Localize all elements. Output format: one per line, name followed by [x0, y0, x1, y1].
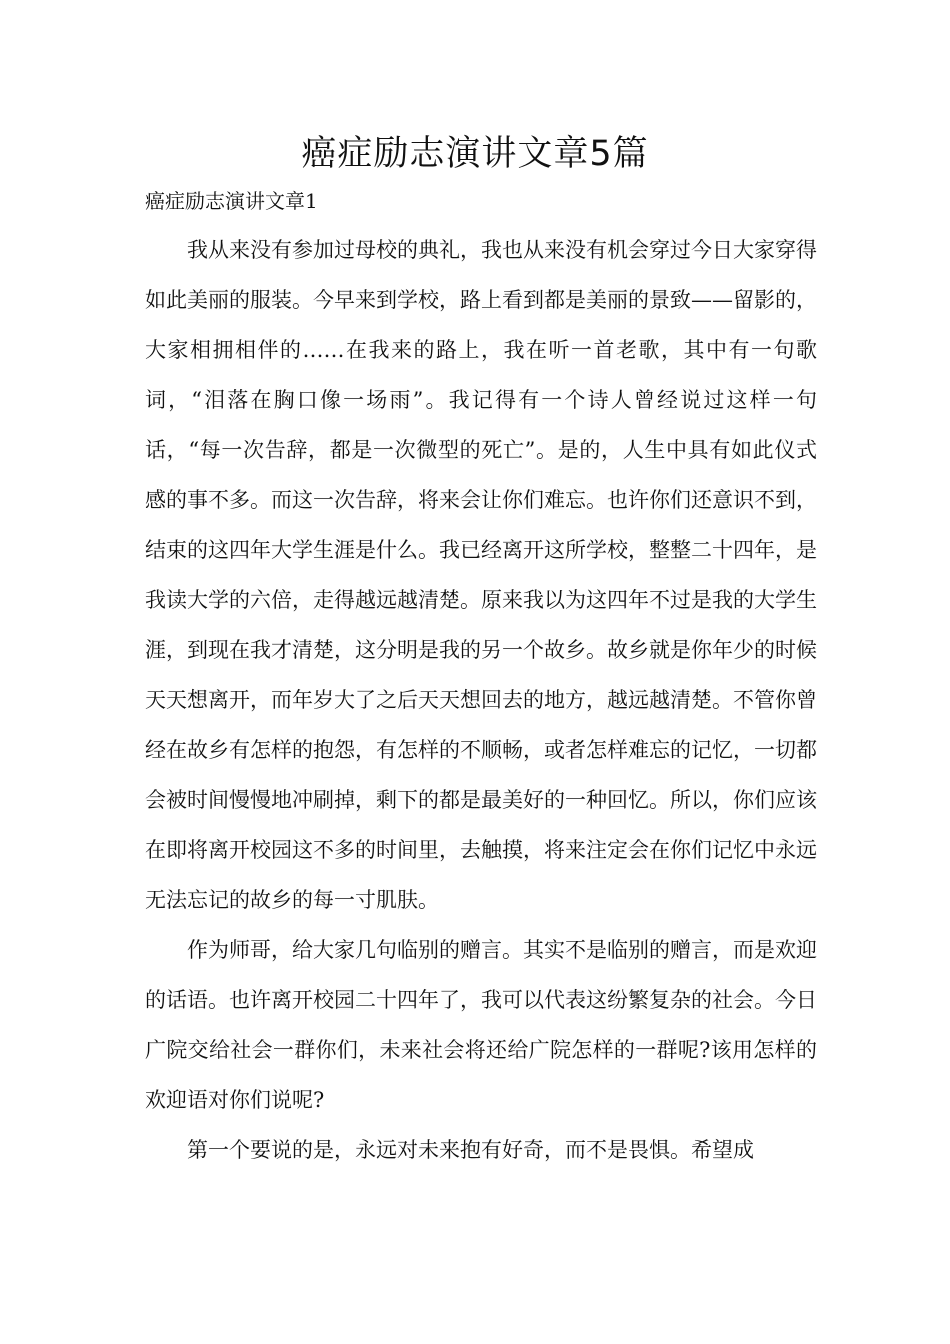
document-body	[145, 225, 817, 1175]
document-title: 癌症励志演讲文章5篇	[301, 134, 649, 174]
section-heading: 癌症励志演讲文章1	[145, 189, 318, 213]
paragraph-1: 我从来没有参加过母校的典礼，我也从来没有机会穿过今日大家穿得如此美丽的服装。今早来到学校，路上看到都是美丽的景致——留影的，大家相拥相伴的……在我来的路上，我在听一首老歌，其中有一句歌词，“泪落在胸口像一场雨”。我记得有一个诗人曾经说过这样一句话，“每一次告辞，都是一次微型的死亡”。是的，人生中具有如此仪式感的事不多。而这一次告辞，将来会让你们难忘。也许你们还意识不到，结束的这四年大学生涯是什么。我已经离开这所学校，整整二十四年，是我读大学的六倍，走得越远越清楚。原来我以为这四年不过是我的大学生涯，到现在我才清楚，这分明是我的另一个故乡。故乡就是你年少的时候天天想离开，而年岁大了之后天天想回去的地方，越远越清楚。不管你曾经在故乡有怎样的抱怨，有怎样的不顺畅，或者怎样难忘的记忆，一切都会被时间慢慢地冲刷掉，剩下的都是最美好的一种回忆。所以，你们应该在即将离开校园这不多的时间里，去触摸，将来注定会在你们记忆中永远无法忘记的故乡的每一寸肌肤。	[145, 238, 817, 912]
paragraph-3: 第一个要说的是，永远对未来抱有好奇，而不是畏惧。希望成	[187, 1138, 754, 1162]
paragraph-2: 作为师哥，给大家几句临别的赠言。其实不是临别的赠言，而是欢迎的话语。也许离开校园二十四年了，我可以代表这纷繁复杂的社会。今日广院交给社会一群你们，未来社会将还给广院怎样的一群呢?该用怎样的欢迎语对你们说呢?	[145, 938, 817, 1112]
